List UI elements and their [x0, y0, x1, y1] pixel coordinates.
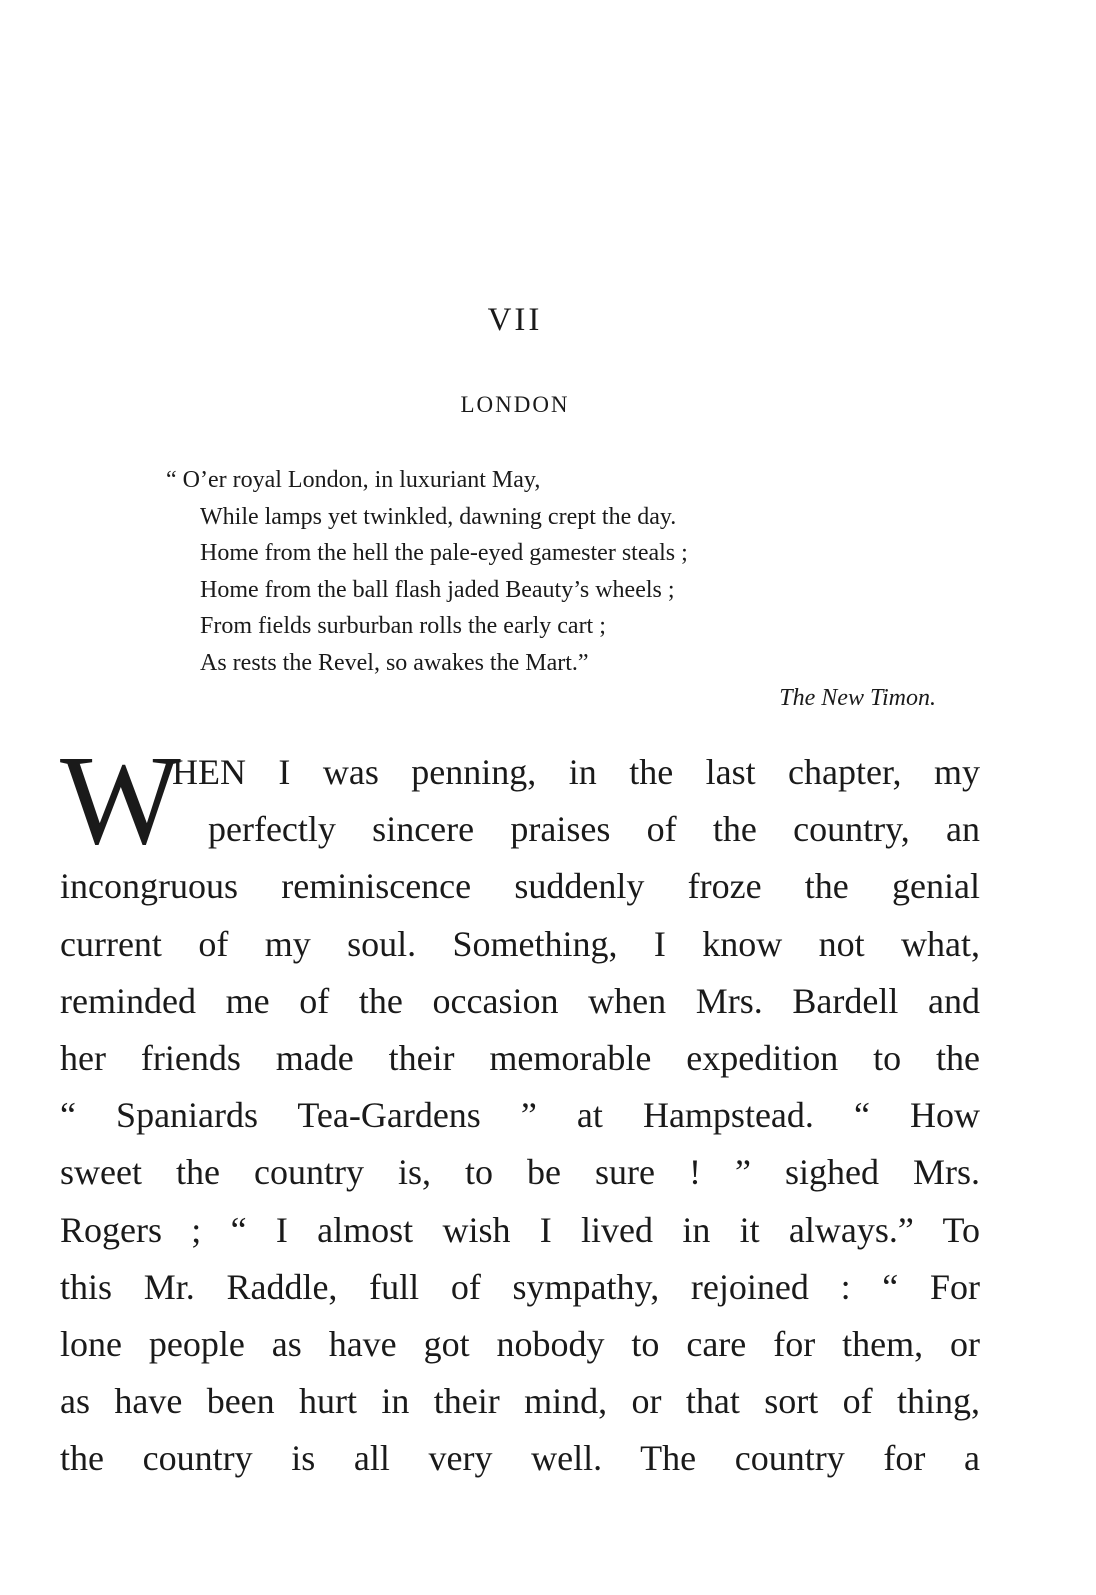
chapter-number: VII — [487, 302, 543, 338]
epigraph — [166, 462, 946, 715]
epigraph-line: From fields surburban rolls the early cart ; — [200, 613, 606, 639]
text-line: current of my soul. Something, I know not what, — [60, 923, 980, 964]
text-line: perfectly sincere praises of the country, an — [208, 809, 980, 850]
text-line: lone people as have got nobody to care for them, or — [60, 1323, 980, 1364]
epigraph-line: As rests the Revel, so awakes the Mart.” — [200, 649, 589, 676]
text-line: the country is all very well. The country for a — [60, 1438, 980, 1479]
epigraph-line: “ O’er royal London, in luxuriant May, — [166, 467, 541, 493]
epigraph-line: While lamps yet twinkled, dawning crept the day. — [200, 503, 677, 530]
text-line: HEN I was penning, in the last chapter, my — [172, 752, 980, 792]
text-line: Rogers ; “ I almost wish I lived in it always.” To — [60, 1209, 980, 1250]
text-line: “ Spaniards Tea-Gardens ” at Hampstead. “ How — [60, 1095, 980, 1136]
epigraph-attribution: The New Timon. — [779, 685, 936, 711]
drop-cap: W — [60, 729, 181, 871]
chapter-title: LONDON — [460, 392, 570, 417]
text-line: her friends made their memorable expedition to the — [60, 1037, 980, 1078]
text-line: this Mr. Raddle, full of sympathy, rejoined : “ For — [60, 1266, 980, 1307]
text-line: incongruous reminiscence suddenly froze the genial — [60, 866, 980, 907]
text-line: sweet the country is, to be sure ! ” sighed Mrs. — [60, 1152, 980, 1193]
text-line: as have been hurt in their mind, or that sort of thing, — [60, 1381, 980, 1422]
body-text — [60, 729, 980, 1487]
epigraph-line: Home from the ball flash jaded Beauty’s wheels ; — [200, 576, 675, 603]
text-line: reminded me of the occasion when Mrs. Bardell and — [60, 980, 980, 1021]
epigraph-line: Home from the hell the pale-eyed gamester steals ; — [200, 540, 688, 566]
